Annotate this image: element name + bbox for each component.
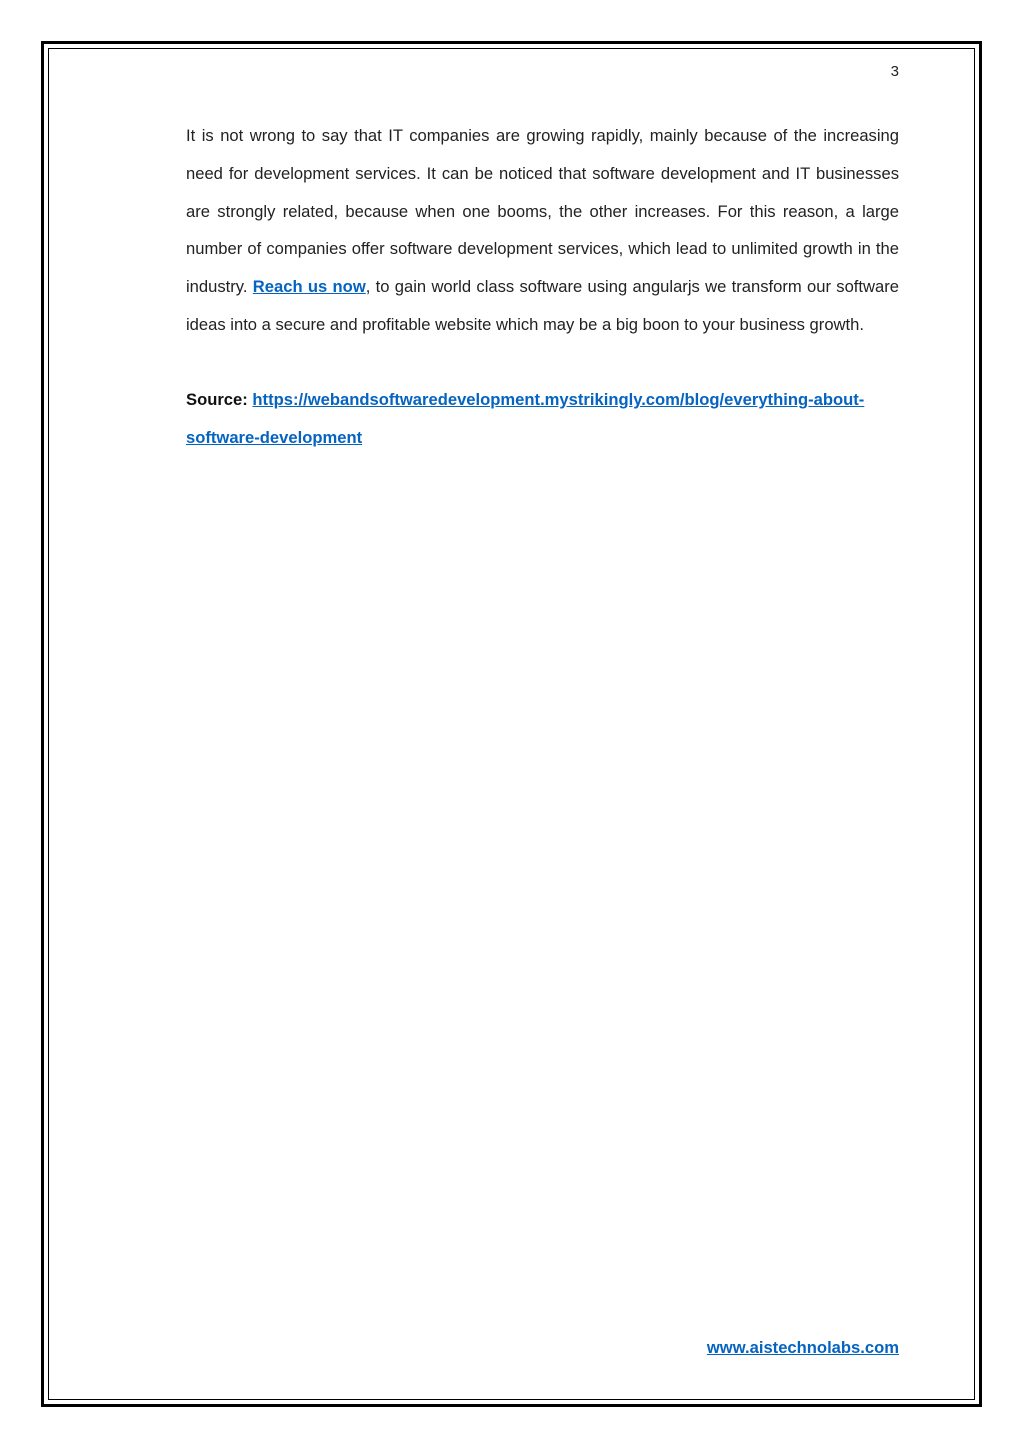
source-label: Source: [186,389,248,409]
source-url-link[interactable]: https://webandsoftwaredevelopment.mystrikingly.com/blog/everything-about-software-development [186,389,865,447]
paragraph-text-after-link: , to gain world class software using angularjs we transform our software ideas into a secure and profitable website which may be a big boon to your business growth. [186,277,899,334]
page-content [186,117,899,456]
paragraph-text-before-link: It is not wrong to say that IT companies are growing rapidly, mainly because of the increasing need for development services. It can be noticed that software development and IT businesses are strongly related, because when one booms, the other increases. For this reason, a large number of companies offer software development services, which lead to unlimited growth in the industry. [186,126,899,297]
page-number: 3 [890,63,899,80]
footer-website-link[interactable]: www.aistechnolabs.com [706,1338,899,1357]
footer [707,1338,899,1358]
reach-us-now-link[interactable]: Reach us now [252,277,366,297]
body-paragraph [186,117,899,344]
source-line [186,381,899,457]
